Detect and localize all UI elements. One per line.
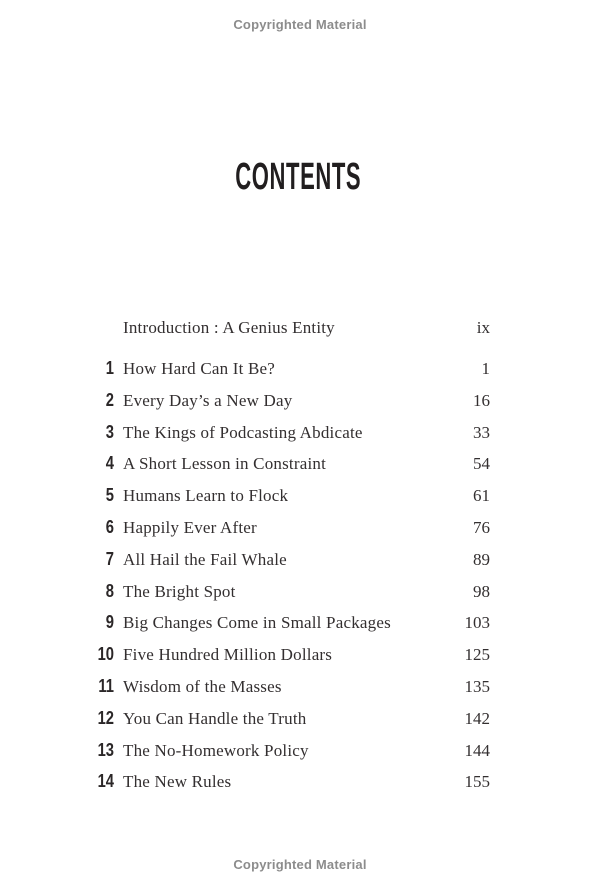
- chapter-title: All Hail the Fail Whale: [123, 549, 287, 569]
- toc-entry: [94, 612, 490, 644]
- toc-entry: [94, 676, 490, 708]
- chapter-title: Happily Ever After: [123, 517, 257, 537]
- chapter-number: 6: [105, 516, 114, 537]
- toc-entry: [94, 771, 490, 803]
- chapter-number: 11: [98, 675, 114, 696]
- chapter-title: Wisdom of the Masses: [123, 676, 282, 696]
- chapter-number: 7: [105, 548, 114, 569]
- chapter-title: The Bright Spot: [123, 581, 236, 601]
- copyright-banner-top: Copyrighted Material: [233, 17, 367, 32]
- chapter-page: 98: [473, 581, 490, 601]
- chapter-title: A Short Lesson in Constraint: [123, 454, 326, 474]
- chapter-page: ix: [476, 318, 490, 337]
- chapter-title: The No-Homework Policy: [123, 740, 309, 760]
- chapter-number: 9: [105, 612, 114, 633]
- toc-entry: [94, 740, 490, 772]
- toc-entry: [94, 549, 490, 581]
- chapter-page: 125: [464, 645, 490, 665]
- chapter-title: You Can Handle the Truth: [123, 708, 307, 728]
- chapter-number: 14: [97, 771, 115, 792]
- chapter-page: 1: [481, 359, 490, 378]
- chapter-page: 144: [464, 740, 490, 760]
- chapter-page: 61: [473, 486, 490, 506]
- toc-entry: [94, 358, 490, 390]
- toc-entry: [94, 390, 490, 422]
- chapter-title: Big Changes Come in Small Packages: [123, 613, 391, 633]
- toc-entry: [94, 581, 490, 613]
- chapter-number: 1: [105, 358, 114, 378]
- chapter-number: 3: [105, 421, 114, 442]
- toc-entry: [94, 644, 490, 676]
- toc-entry: [94, 708, 490, 740]
- toc-entry: [94, 517, 490, 549]
- chapter-number: 2: [105, 389, 114, 410]
- chapter-page: 103: [464, 613, 490, 633]
- table-of-contents: [94, 318, 490, 803]
- chapter-number: 4: [105, 453, 114, 474]
- chapter-number: 8: [105, 580, 114, 601]
- toc-entry-introduction: [94, 318, 490, 352]
- chapter-title: Introduction : A Genius Entity: [123, 318, 335, 337]
- chapter-number: 5: [105, 485, 114, 506]
- toc-entry: [94, 453, 490, 485]
- chapter-page: 155: [464, 772, 490, 792]
- chapter-number: 12: [97, 707, 115, 728]
- chapter-page: 54: [473, 454, 490, 474]
- toc-entry: [94, 485, 490, 517]
- chapter-title: Five Hundred Million Dollars: [123, 645, 333, 665]
- chapter-number: 13: [97, 739, 115, 760]
- toc-entry: [94, 422, 490, 454]
- chapter-page: 142: [464, 708, 490, 728]
- chapter-number: 10: [97, 644, 115, 665]
- page-title: CONTENTS: [235, 156, 362, 198]
- chapter-page: 33: [473, 422, 490, 442]
- chapter-title: Every Day’s a New Day: [123, 390, 293, 410]
- chapter-title: The New Rules: [123, 772, 232, 792]
- chapter-page: 76: [473, 517, 490, 537]
- chapter-page: 135: [464, 676, 490, 696]
- chapter-page: 16: [473, 390, 490, 410]
- chapter-title: The Kings of Podcasting Abdicate: [123, 422, 363, 442]
- chapter-title: Humans Learn to Flock: [123, 486, 289, 506]
- copyright-banner-bottom: Copyrighted Material: [233, 857, 367, 872]
- chapter-title: How Hard Can It Be?: [123, 359, 276, 378]
- chapter-page: 89: [473, 549, 490, 569]
